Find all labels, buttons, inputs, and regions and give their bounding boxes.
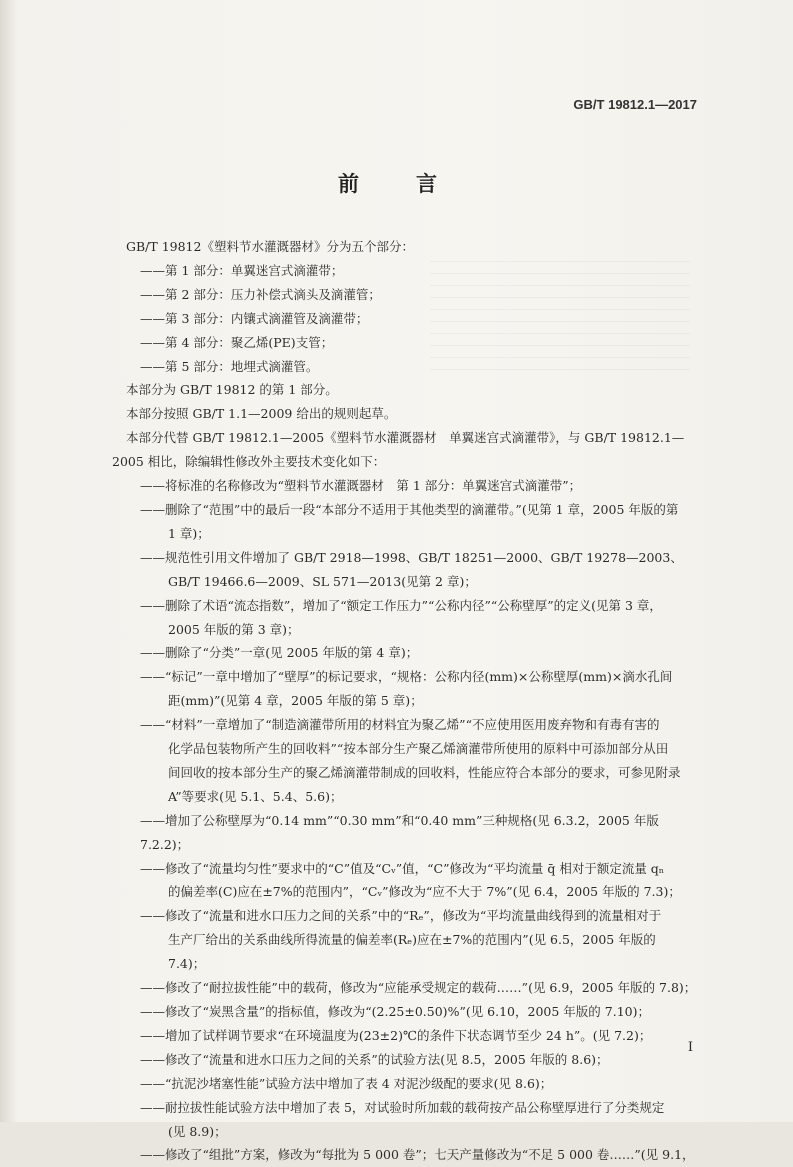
list-item: ——修改了“炭黑含量”的指标值，修改为“(2.25±0.50)%”(见 6.10，2005 年版的 7.10)； [140, 1004, 650, 1019]
list-item-continuation: 间回收的按本部分生产的聚乙烯滴灌带制成的回收料，性能应符合本部分的要求，可参见附录 [168, 764, 681, 780]
list-item: ——第 1 部分：单翼迷宫式滴灌带； [140, 262, 344, 278]
list-item-continuation: 2005 年版的第 3 章)； [168, 621, 300, 637]
standard-number: GB/T 19812.1—2017 [573, 97, 697, 112]
list-item: ——“材料”一章增加了“制造滴灌带所用的材料宜为聚乙烯”“不应使用医用废弃物和有毒有害的 [140, 717, 660, 733]
foreword-body [112, 235, 700, 1167]
list-item: ——“抗泥沙堵塞性能”试验方法中增加了表 4 对泥沙级配的要求(见 8.6)； [140, 1075, 553, 1091]
list-item-continuation: 1 章)； [168, 525, 210, 541]
list-item-continuation: 的偏差率(C)应在±7%的范围内”，“Cᵥ”修改为“应不大于 7%”(见 6.4，2005 年版的 7.3)； [168, 884, 681, 900]
list-item: ——删除了术语“流态指数”，增加了“额定工作压力”“公称内径”“公称壁厚”的定义(见第 3 章， [140, 597, 662, 613]
page-title: 前 言 [338, 172, 455, 196]
list-item-continuation: 7.4)； [168, 956, 206, 972]
list-item: ——规范性引用文件增加了 GB/T 2918—1998、GB/T 18251—2000、GB/T 19278—2003、 [140, 549, 683, 565]
list-item: ——修改了“组批”方案，修改为“每批为 5 000 卷”；七天产量修改为“不足 5 000 卷……”(见 9.1， [140, 1147, 695, 1163]
list-item: ——删除了“分类”一章(见 2005 年版的第 4 章)； [140, 645, 419, 661]
list-item-continuation: 距(mm)”(见第 4 章，2005 年版的第 5 章)； [168, 693, 423, 709]
list-item: ——增加了公称壁厚为“0.14 mm”“0.30 mm”和“0.40 mm”三种规格(见 6.3.2，2005 年版 7.2.2)； [140, 812, 659, 852]
list-item: ——修改了“流量均匀性”要求中的“C”值及“Cᵥ”值，“C”修改为“平均流量 q̄ 相对于额定流量 qₙ [140, 860, 665, 876]
list-item: ——第 4 部分：聚乙烯(PE)支管； [140, 334, 334, 350]
list-item: ——将标准的名称修改为“塑料节水灌溉器材 第 1 部分：单翼迷宫式滴灌带”； [140, 478, 582, 494]
list-item: ——第 3 部分：内镶式滴灌管及滴灌带； [140, 310, 369, 326]
list-item: ——修改了“流量和进水口压力之间的关系”的试验方法(见 8.5，2005 年版的 8.6)； [140, 1051, 609, 1067]
list-item: ——增加了试样调节要求“在环境温度为(23±2)℃的条件下状态调节至少 24 h”。(见 7.2)； [140, 1027, 652, 1043]
list-item: ——第 2 部分：压力补偿式滴头及滴灌管； [140, 286, 381, 302]
paragraph: GB/T 19812《塑料节水灌溉器材》分为五个部分： [126, 239, 414, 254]
list-item: ——删除了“范围”中的最后一段“本部分不适用于其他类型的滴灌带。”(见第 1 章，2005 年版的第 [140, 501, 679, 517]
paragraph: 本部分代替 GB/T 19812.1—2005《塑料节水灌溉器材 单翼迷宫式滴灌带》，与 GB/T 19812.1— [126, 430, 685, 446]
list-item: ——“标记”一章中增加了“壁厚”的标记要求，“规格：公称内径(mm)×公称壁厚(mm)×滴水孔间 [140, 669, 673, 685]
list-item-continuation: 生产厂给出的关系曲线所得流量的偏差率(Rₑ)应在±7%的范围内”(见 6.5，2005 年版的 [168, 932, 656, 948]
page-number: I [687, 1040, 693, 1055]
paragraph: 本部分按照 GB/T 1.1—2009 给出的规则起草。 [126, 406, 397, 422]
paragraph: 2005 相比，除编辑性修改外主要技术变化如下： [112, 454, 386, 470]
list-item-continuation: 化学品包装物所产生的回收料”“按本部分生产聚乙烯滴灌带所使用的原料中可添加部分从田 [168, 741, 669, 757]
list-item-continuation: (见 8.9)； [168, 1123, 227, 1139]
list-item: ——修改了“流量和进水口压力之间的关系”中的“Rₑ”，修改为“平均流量曲线得到的流量相对于 [140, 908, 662, 924]
list-item: ——第 5 部分：地埋式滴灌管。 [140, 358, 319, 374]
list-item: ——耐拉拔性能试验方法中增加了表 5，对试验时所加载的载荷按产品公称壁厚进行了分类规定 [140, 1099, 665, 1115]
list-item: ——修改了“耐拉拔性能”中的载荷，修改为“应能承受规定的载荷……”(见 6.9，2005 年版的 7.8)； [140, 980, 697, 996]
list-item-continuation: A”等要求(见 5.1、5.4、5.6)； [168, 788, 343, 804]
list-item-continuation: GB/T 19466.6—2009、SL 571—2013(见第 2 章)； [168, 573, 477, 589]
paragraph: 本部分为 GB/T 19812 的第 1 部分。 [126, 382, 338, 398]
